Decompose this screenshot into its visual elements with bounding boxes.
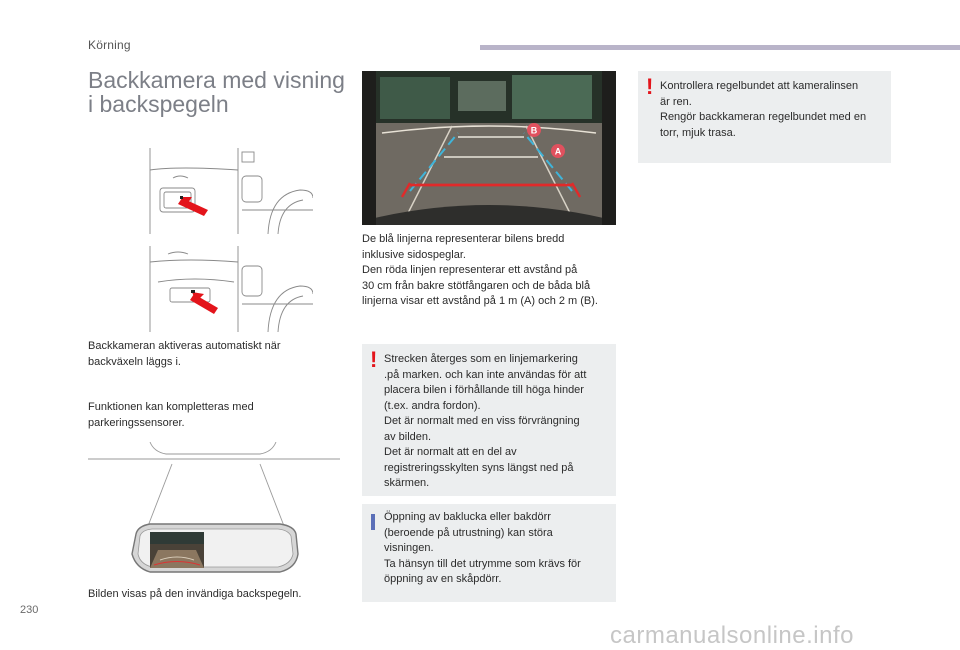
info-note-door (362, 504, 616, 602)
warning-text-lines: Strecken återges som en linjemarkering .på marken. och kan inte användas för att placera bilen i förhållande till höga hinder (t.ex. andra fordon). Det är normalt med en viss förvrängning av bilden. Det är normalt att en del av registreringsskylten syns längst ned på skärmen. (384, 353, 587, 489)
title-line-1: Backkamera med visning (88, 67, 345, 93)
guide-lines-description: De blå linjerna representerar bilens bredd inklusive sidospeglar. Den röda linjen representerar ett avstånd på 30 cm från bakre stötfångaren och de båda blå linjerna visar ett avstånd på 1 m (A) och 2 m (B). (362, 233, 598, 307)
watermark: carmanualsonline.info (610, 622, 854, 649)
rear-view-mirror-illustration (88, 442, 340, 580)
warning-text-cleaning: Kontrollera regelbundet att kameralinsen är ren. Rengör backkameran regelbundet med en torr, mjuk trasa. (660, 80, 867, 139)
sensors-text: Funktionen kan kompletteras med parkeringssensorer. (88, 401, 254, 429)
rear-van-illustration-1 (138, 148, 313, 234)
section-label: Körning (88, 38, 131, 52)
page-number: 230 (20, 604, 39, 616)
marker-a-label: A (554, 146, 562, 157)
info-icon (371, 514, 375, 530)
camera-view-image (362, 71, 616, 225)
warning-icon: ! (646, 74, 654, 99)
rear-van-illustration-2 (138, 246, 313, 332)
warning-note-cleaning (638, 71, 891, 163)
page-title (88, 68, 345, 116)
marker-b-label: B (530, 125, 538, 136)
warning-note-lines (362, 344, 616, 496)
info-text-door: Öppning av baklucka eller bakdörr (beroende på utrustning) kan störa visningen. Ta hänsyn till det utrymme som krävs för öppning av en skåpdörr. (384, 511, 581, 585)
activation-text: Backkameran aktiveras automatiskt när backväxeln läggs i. (88, 340, 281, 368)
warning-icon: ! (370, 347, 378, 372)
mirror-caption: Bilden visas på den invändiga backspegeln. (88, 588, 302, 600)
title-line-2: i backspegeln (88, 91, 229, 117)
header-accent-bar (480, 45, 960, 50)
